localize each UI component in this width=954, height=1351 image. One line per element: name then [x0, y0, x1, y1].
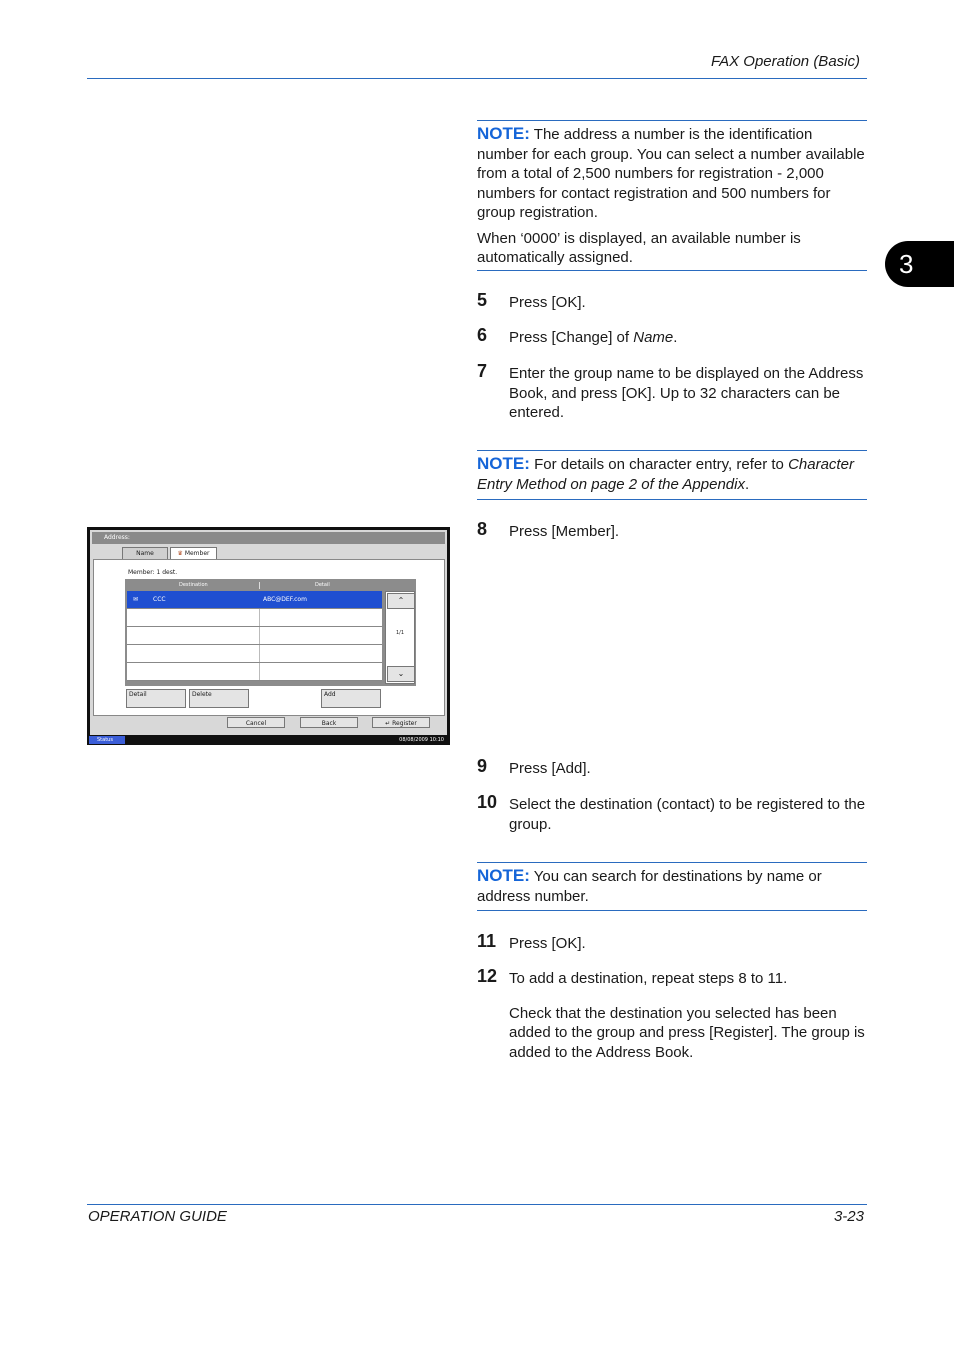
note-character-entry: NOTE: For details on character entry, refer to Character Entry Method on page 2 of the Appendix.: [477, 454, 854, 493]
scroll-down-button[interactable]: [387, 666, 415, 682]
step-9: [477, 756, 869, 779]
table-header: [127, 581, 382, 590]
page-indicator: 1/1: [395, 630, 405, 636]
back-button[interactable]: Back: [300, 717, 358, 728]
device-screen: [87, 527, 450, 745]
step-text: Press [Change] of Name.: [509, 329, 678, 346]
note-address-number: [477, 124, 867, 274]
status-button[interactable]: Status: [89, 736, 125, 744]
step-number: 8: [477, 519, 488, 539]
step-11: [477, 931, 869, 954]
header-rule: [87, 78, 867, 79]
step-8: [477, 519, 869, 542]
step-number: 9: [477, 756, 488, 776]
column-divider: [259, 582, 260, 589]
note-label: NOTE:: [477, 866, 530, 885]
note-rule-bottom: [477, 270, 867, 271]
note-label: NOTE:: [477, 124, 530, 143]
tab-name[interactable]: Name: [122, 547, 168, 561]
footer-guide-title: OPERATION GUIDE: [88, 1208, 227, 1225]
table-row[interactable]: [127, 591, 382, 609]
scroll-up-button[interactable]: [387, 593, 415, 609]
step-text: Press [OK].: [509, 294, 586, 311]
status-bar: [87, 735, 450, 745]
delete-button[interactable]: Delete: [189, 689, 249, 708]
cancel-button[interactable]: Cancel: [227, 717, 285, 728]
tab-member[interactable]: ♛ Member: [170, 547, 217, 561]
step-number: 5: [477, 290, 488, 310]
table-row[interactable]: [127, 663, 382, 681]
step-text: Enter the group name to be displayed on the Address Book, and press [OK]. Up to 32 characters can be entered.: [509, 365, 864, 421]
note-text: You can search for destinations by name or address number.: [477, 868, 822, 905]
step-text: To add a destination, repeat steps 8 to 11.: [509, 970, 788, 987]
column-destination: Destination: [179, 582, 208, 588]
step-text: Press [OK].: [509, 935, 586, 952]
step-number: 12: [477, 966, 498, 986]
step-12: [477, 966, 869, 1062]
note-text: When ‘0000’ is displayed, an available number is automatically assigned.: [477, 229, 801, 266]
enter-icon: ↵: [385, 720, 391, 727]
step-6: [477, 325, 869, 348]
note-text: The address a number is the identification number for each group. You can select a number available from a total of 2,500 numbers for registration - 2,000 numbers for contact registration and 500 numbers for group registration.: [477, 126, 865, 221]
detail-button[interactable]: Detail: [126, 689, 186, 708]
address-label: Address:: [92, 532, 445, 544]
note-label: NOTE:: [477, 454, 530, 473]
step-10: [477, 792, 869, 834]
add-button[interactable]: Add: [321, 689, 381, 708]
step-text: Check that the destination you selected has been added to the group and press [Register]. The group is added to the Address Book.: [509, 1004, 865, 1061]
step-number: 11: [477, 931, 497, 951]
member-icon: ♛: [177, 550, 183, 557]
table-row[interactable]: [127, 645, 382, 663]
note-rule-top: [477, 120, 867, 121]
step-number: 6: [477, 325, 488, 345]
note-reference: Character Entry Method on page 2 of the Appendix: [477, 456, 854, 493]
screen-body: [90, 530, 447, 736]
envelope-icon: ✉: [133, 596, 139, 603]
scrollbar: [385, 591, 415, 684]
page-number: 3-23: [833, 1208, 864, 1225]
destination-cell: CCC: [153, 596, 166, 603]
footer-rule: [87, 1204, 867, 1205]
step-text: Press [Add].: [509, 760, 591, 777]
note-text: For details on character entry, refer to: [534, 456, 784, 473]
note-rule-bottom: [477, 910, 867, 911]
table-row[interactable]: [127, 627, 382, 645]
column-detail: Detail: [315, 582, 330, 588]
member-count: Member: 1 dest.: [128, 569, 178, 576]
member-list-panel: [93, 559, 445, 716]
register-button[interactable]: ↵ Register: [372, 717, 430, 728]
note-rule-top: [477, 862, 867, 863]
note-rule-bottom: [477, 499, 867, 500]
step-5: [477, 290, 869, 313]
note-search: [477, 866, 867, 912]
note-rule-top: [477, 450, 867, 451]
step-7: [477, 361, 869, 423]
step-number: 7: [477, 361, 488, 381]
detail-cell: ABC@DEF.com: [263, 596, 307, 603]
page-header-title: FAX Operation (Basic): [711, 53, 860, 70]
member-table: [125, 579, 416, 686]
step-text: Select the destination (contact) to be registered to the group.: [509, 796, 866, 833]
step-number: 10: [477, 792, 498, 812]
chapter-tab: 3: [885, 241, 954, 287]
table-row[interactable]: [127, 609, 382, 627]
date-time: 08/08/2009 10:10: [399, 737, 444, 743]
step-text: Press [Member].: [509, 523, 620, 540]
chevron-up-icon: ⌃: [397, 596, 405, 605]
chevron-down-icon: ⌄: [397, 669, 405, 678]
